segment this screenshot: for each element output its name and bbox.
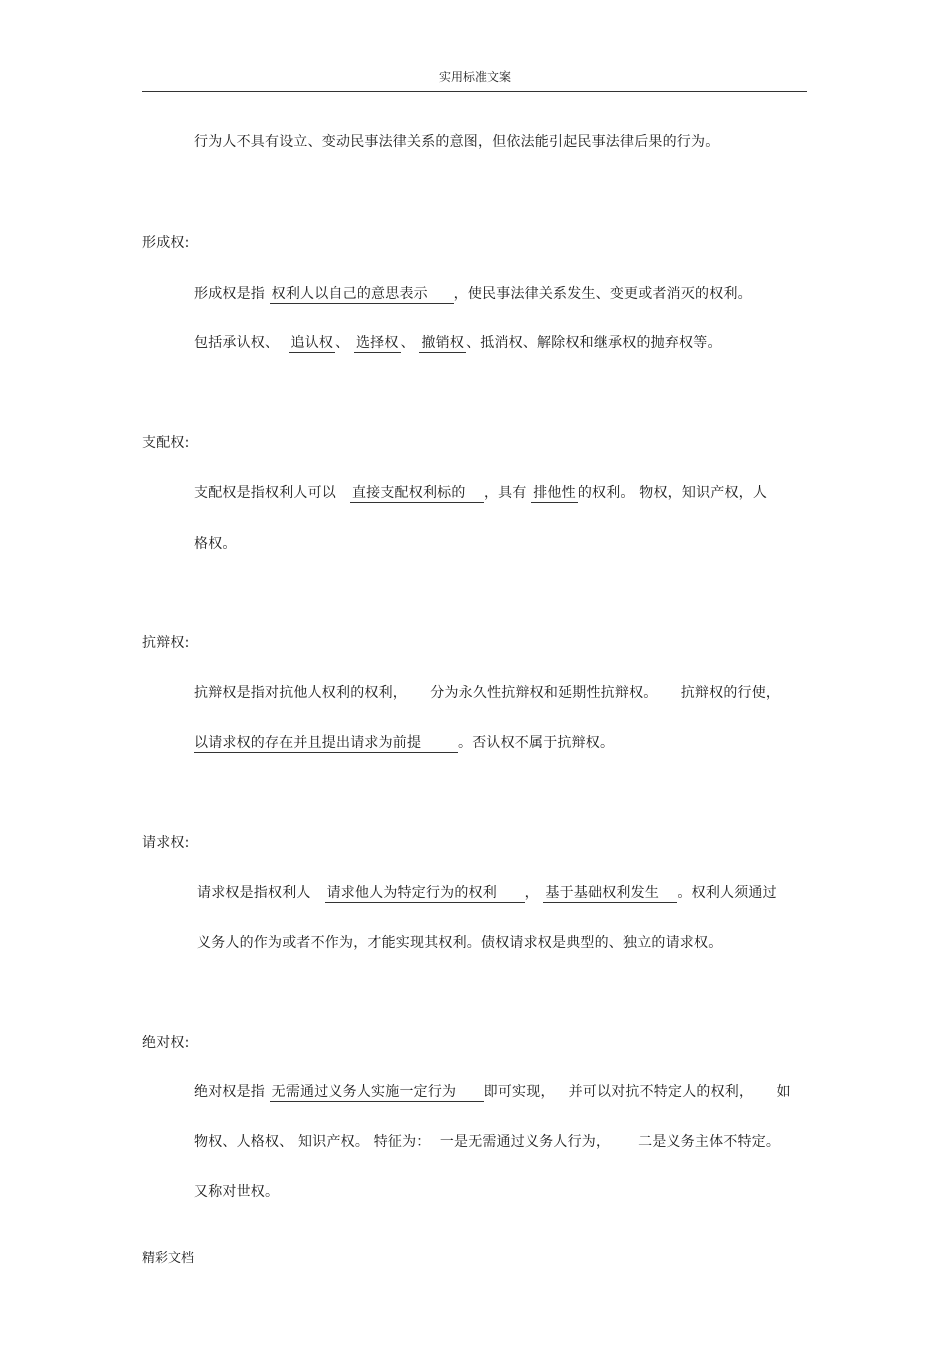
underlined-blank: 无需通过义务人实施一定行为 <box>270 1084 484 1102</box>
text: 包括承认权、 <box>194 335 280 351</box>
underlined-blank: 权利人以自己的意思表示 <box>270 286 454 304</box>
underlined-blank: 撤销权 <box>421 335 465 351</box>
zhipei-para-2 <box>194 534 237 554</box>
heading-kangbian: 抗辩权: <box>142 635 190 651</box>
juedui-para-3 <box>194 1182 279 1202</box>
qingqiu-para-2 <box>197 933 722 953</box>
text: 支配权是指权利人可以 <box>194 485 336 501</box>
text: 绝对权是指 <box>194 1084 265 1100</box>
text: 即可实现， <box>483 1084 555 1100</box>
text: 。否认权不属于抗辩权。 <box>458 735 615 751</box>
text: 请求权是指权利人 <box>197 885 311 901</box>
text: 、 <box>335 335 350 351</box>
underlined-blank: 基于基础权利发生 <box>543 885 677 903</box>
text: 二是义务主体不特定。 <box>638 1134 781 1150</box>
xingcheng-para-2 <box>194 333 722 353</box>
underlined-blank: 追认权 <box>290 335 334 351</box>
underlined-blank: 排他性 <box>533 485 576 501</box>
juedui-para-2 <box>194 1132 780 1152</box>
text: 格权。 <box>194 536 237 552</box>
zhipei-para-1 <box>194 483 767 503</box>
underlined-blank: 选择权 <box>355 335 399 351</box>
text: 形成权是指 <box>194 286 265 302</box>
text: 义务人的作为或者不作为，才能实现其权利。债权请求权是典型的、独立的请求权。 <box>197 935 723 951</box>
text: 又称对世权。 <box>194 1184 280 1200</box>
text: 的权利。 物权，知识产权，人 <box>577 485 768 501</box>
text: ，具有 <box>483 485 527 501</box>
text: 一是无需通过义务人行为， <box>439 1134 611 1150</box>
text: ，使民事法律关系发生、变更或者消灭的权利。 <box>453 286 752 302</box>
juedui-para-1 <box>194 1082 791 1102</box>
text: 物权、人格权、 知识产权。 特征为： <box>194 1134 431 1150</box>
text: 、抵消权、解除权和继承权的抛弃权等。 <box>466 335 722 351</box>
page-header: 实用标准文案 <box>438 70 511 84</box>
text: ， <box>524 885 539 901</box>
text: 分为永久性抗辩权和延期性抗辩权。 <box>430 685 658 701</box>
text: 并可以对抗不特定人的权利， <box>568 1084 754 1100</box>
heading-xingcheng: 形成权: <box>142 235 190 251</box>
underlined-blank: 直接支配权利标的 <box>350 485 484 503</box>
text: 如 <box>776 1084 791 1100</box>
text: 、 <box>400 335 415 351</box>
text: 。权利人须通过 <box>677 885 777 901</box>
text: 抗辩权的行使， <box>680 685 781 701</box>
xingcheng-para-1 <box>194 284 752 304</box>
kangbian-para-2 <box>194 733 614 753</box>
header-rule <box>142 91 807 92</box>
kangbian-para-1 <box>194 683 780 703</box>
page-footer: 精彩文档 <box>142 1251 195 1266</box>
underlined-blank: 以请求权的存在并且提出请求为前提 <box>194 735 458 753</box>
qingqiu-para-1 <box>197 883 777 903</box>
heading-juedui: 绝对权: <box>142 1035 190 1051</box>
intro-line <box>194 132 719 152</box>
intro-text: 行为人不具有设立、变动民事法律关系的意图，但依法能引起民事法律后果的行为。 <box>194 134 720 150</box>
underlined-blank: 请求他人为特定行为的权利 <box>325 885 525 903</box>
heading-qingqiu: 请求权: <box>142 835 190 851</box>
text: 抗辩权是指对抗他人权利的权利， <box>194 685 407 701</box>
heading-zhipei: 支配权: <box>142 435 190 451</box>
